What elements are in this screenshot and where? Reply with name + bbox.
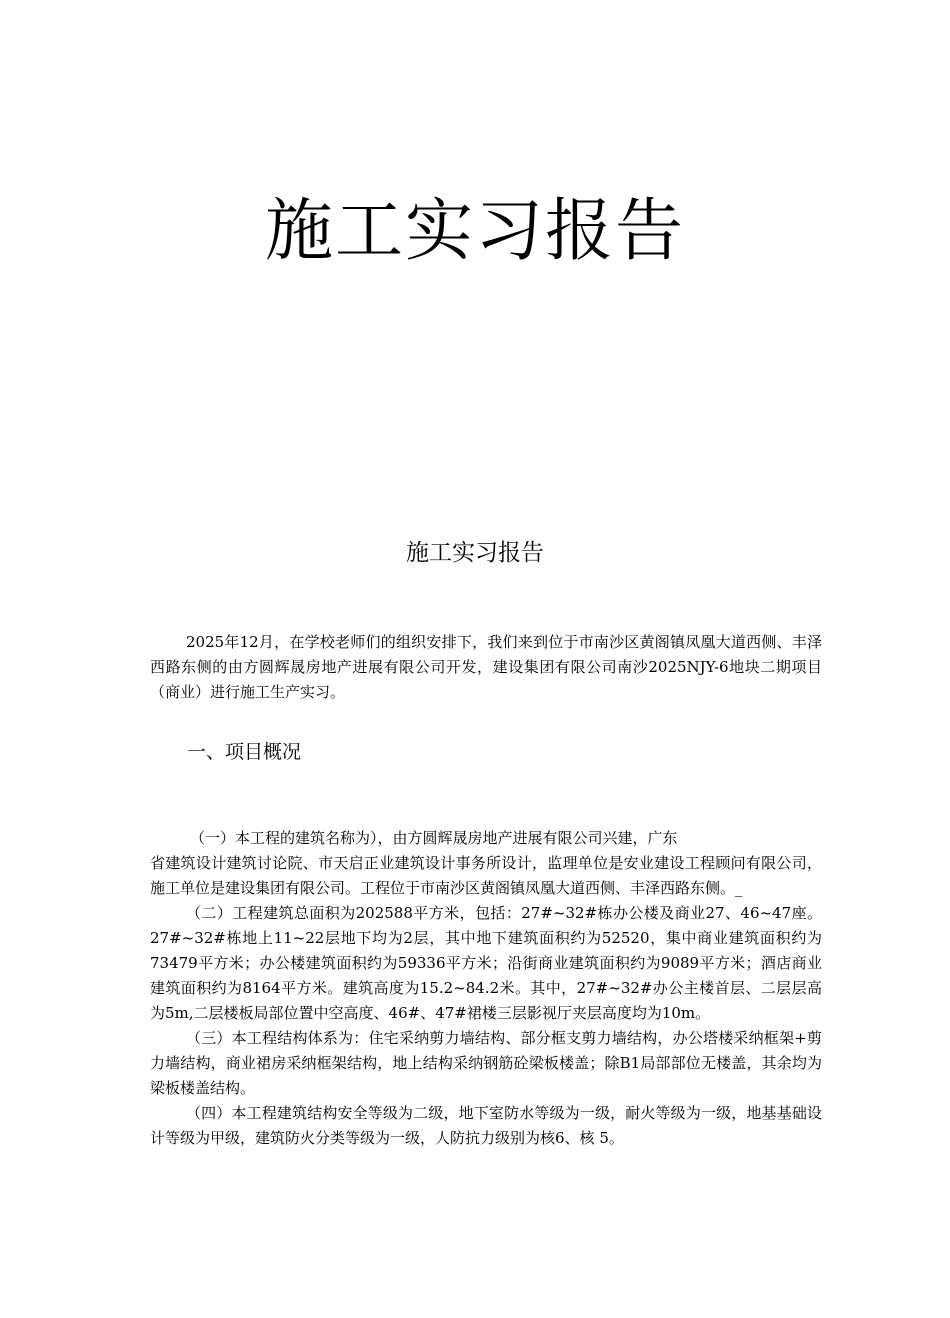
paragraph-structure-system: （三）本工程结构体系为：住宅采纳剪力墙结构、部分框支剪力墙结构，办公塔楼采纳框架+剪力墙结构，商业裙房采纳框架结构，地上结构采纳钢筋砼梁板楼盖；除B1局部部位无楼盖，其余均为梁板楼盖结构。 (150, 1029, 822, 1097)
paragraph-building-area: （二）工程建筑总面积为202588平方米，包括：27#~32#栋办公楼及商业27、46~47座。27#~32#栋地上11~22层地下均为2层，其中地下建筑面积约为52520，集中商业建筑面积约为73479平方米；办公楼建筑面积约为59336平方米；沿街商业建筑面积约为9089平方米；酒店商业建筑面积约为8164平方米。建筑高度为15.2~84.2米。其中，27#~32#办公主楼首层、二层层高为5m,二层楼板局部位置中空高度、46#、47#裙楼三层影视厅夹层高度均为10m。 (150, 904, 822, 1022)
section-heading-project-overview: 一、项目概况 (187, 741, 302, 763)
document-title: 施工实习报告 (406, 540, 544, 566)
intro-paragraph: 2025年12月，在学校老师们的组织安排下，我们来到位于市南沙区黄阁镇凤凰大道西侧、丰泽西路东侧的由方圆辉晟房地产进展有限公司开发，建设集团有限公司南沙2025NJY-6地块二期项目（商业）进行施工生产实习。 (150, 633, 822, 701)
project-overview-body (150, 826, 822, 1151)
paragraph-building-name (150, 826, 822, 901)
paragraph-safety-grade: （四）本工程建筑结构安全等级为二级，地下室防水等级为一级，耐火等级为一级，地基基础设计等级为甲级，建筑防火分类等级为一级，人防抗力级别为核6、核 5。 (150, 1104, 822, 1147)
cover-title: 施工实习报告 (264, 192, 685, 271)
paragraph-building-name-rest: 省建筑设计建筑讨论院、市天启正业建筑设计事务所设计，监理单位是安业建设工程顾问有限公司，施工单位是建设集团有限公司。工程位于市南沙区黄阁镇凤凰大道西侧、丰泽西路东侧。_ (150, 854, 822, 897)
paragraph-building-name-first-line: （一）本工程的建筑名称为），由方圆辉晟房地产进展有限公司兴建，广东 (190, 829, 678, 847)
